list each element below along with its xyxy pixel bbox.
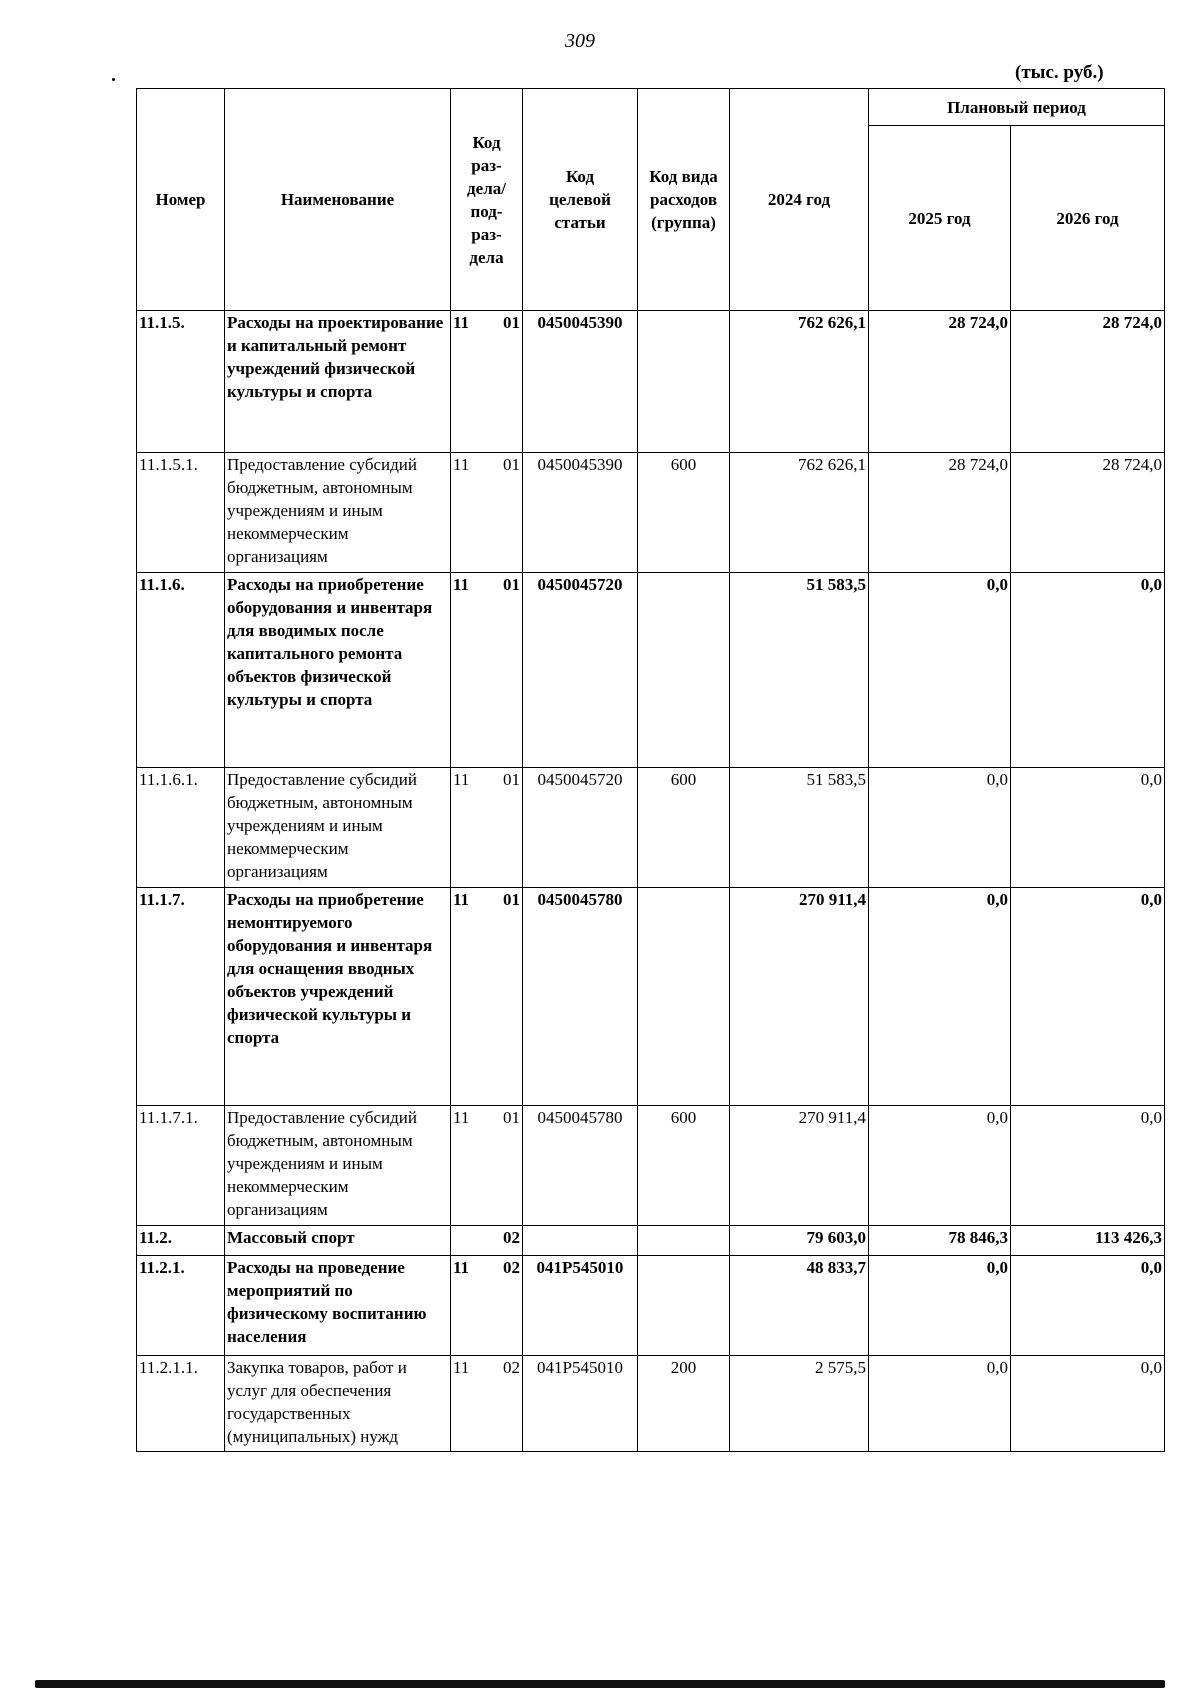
row-subsection-code: 01 — [503, 770, 520, 789]
row-section-code: 11 — [453, 890, 470, 909]
row-name: Предоставление субсидий бюджетным, автономным учреждениям и иным некоммерческим организациям — [225, 1106, 451, 1226]
row-expense-code: 600 — [638, 1106, 730, 1226]
table-row — [137, 1226, 1165, 1256]
row-subsection-code: 02 — [503, 1358, 520, 1377]
row-name: Расходы на проектирование и капитальный ремонт учреждений физической культуры и спорта — [225, 311, 451, 453]
row-section — [451, 768, 523, 888]
row-section-code: 11 — [453, 313, 470, 332]
row-number: 11.1.7. — [137, 888, 225, 1106]
row-amount-2026: 28 724,0 — [1011, 453, 1165, 573]
header-2026: 2026 год — [1011, 126, 1165, 311]
header-expense-text: Код вида расходов (группа) — [649, 167, 718, 232]
header-number: Номер — [137, 89, 225, 311]
row-expense-code — [638, 311, 730, 453]
row-name: Предоставление субсидий бюджетным, автономным учреждениям и иным некоммерческим организациям — [225, 768, 451, 888]
header-section — [451, 89, 523, 311]
table-row — [137, 1256, 1165, 1356]
row-amount-2024: 79 603,0 — [730, 1226, 869, 1256]
row-section — [451, 1356, 523, 1452]
table-body — [137, 311, 1165, 1452]
row-section — [451, 573, 523, 768]
row-target-code: 0450045390 — [523, 311, 638, 453]
row-section — [451, 1256, 523, 1356]
row-number: 11.1.7.1. — [137, 1106, 225, 1226]
row-amount-2026: 113 426,3 — [1011, 1226, 1165, 1256]
row-target-code: 041P545010 — [523, 1356, 638, 1452]
header-name: Наименование — [225, 89, 451, 311]
row-subsection-code: 01 — [503, 455, 520, 474]
row-expense-code: 600 — [638, 768, 730, 888]
row-amount-2025: 0,0 — [869, 1256, 1011, 1356]
row-amount-2025: 0,0 — [869, 888, 1011, 1106]
row-expense-code — [638, 1226, 730, 1256]
row-amount-2026: 0,0 — [1011, 888, 1165, 1106]
row-amount-2026: 28 724,0 — [1011, 311, 1165, 453]
row-amount-2024: 2 575,5 — [730, 1356, 869, 1452]
header-target-text: Код целевой статьи — [549, 167, 611, 232]
header-2025: 2025 год — [869, 126, 1011, 311]
table-row — [137, 573, 1165, 768]
row-section-code: 11 — [453, 1108, 470, 1127]
row-amount-2024: 51 583,5 — [730, 768, 869, 888]
row-section-code: 11 — [453, 575, 470, 594]
row-amount-2025: 0,0 — [869, 1106, 1011, 1226]
row-subsection-code: 01 — [503, 890, 520, 909]
row-number: 11.1.5. — [137, 311, 225, 453]
row-number: 11.1.6. — [137, 573, 225, 768]
header-row — [137, 89, 1165, 126]
header-expense — [638, 89, 730, 311]
row-amount-2024: 270 911,4 — [730, 888, 869, 1106]
row-amount-2024: 762 626,1 — [730, 311, 869, 453]
row-section — [451, 311, 523, 453]
row-target-code — [523, 1226, 638, 1256]
scan-speck — [112, 78, 115, 81]
row-amount-2025: 0,0 — [869, 768, 1011, 888]
row-target-code: 041P545010 — [523, 1256, 638, 1356]
row-number: 11.1.6.1. — [137, 768, 225, 888]
row-target-code: 0450045720 — [523, 768, 638, 888]
row-section-code: 11 — [453, 770, 470, 789]
row-name: Закупка товаров, работ и услуг для обеспечения государственных (муниципальных) нужд — [225, 1356, 451, 1452]
row-name: Расходы на проведение мероприятий по физическому воспитанию населения — [225, 1256, 451, 1356]
row-expense-code — [638, 1256, 730, 1356]
row-subsection-code: 02 — [503, 1228, 520, 1247]
row-amount-2024: 270 911,4 — [730, 1106, 869, 1226]
header-section-text: Код раз-дела/ под-раз-дела — [467, 132, 506, 267]
row-amount-2026: 0,0 — [1011, 1106, 1165, 1226]
row-number: 11.2.1.1. — [137, 1356, 225, 1452]
row-amount-2025: 78 846,3 — [869, 1226, 1011, 1256]
row-amount-2025: 28 724,0 — [869, 453, 1011, 573]
row-subsection-code: 02 — [503, 1258, 520, 1277]
row-name: Расходы на приобретение оборудования и инвентаря для вводимых после капитального ремонта объектов физической культуры и спорта — [225, 573, 451, 768]
table-row — [137, 1106, 1165, 1226]
scan-bottom-edge — [35, 1680, 1165, 1688]
table-row — [137, 453, 1165, 573]
row-expense-code — [638, 573, 730, 768]
header-target — [523, 89, 638, 311]
row-amount-2024: 762 626,1 — [730, 453, 869, 573]
row-number: 11.2.1. — [137, 1256, 225, 1356]
table-row — [137, 768, 1165, 888]
row-expense-code: 200 — [638, 1356, 730, 1452]
row-number: 11.1.5.1. — [137, 453, 225, 573]
row-name: Расходы на приобретение немонтируемого оборудования и инвентаря для оснащения вводных объектов учреждений физической культуры и спорта — [225, 888, 451, 1106]
table-row — [137, 1356, 1165, 1452]
table-row — [137, 311, 1165, 453]
row-amount-2025: 28 724,0 — [869, 311, 1011, 453]
row-number: 11.2. — [137, 1226, 225, 1256]
units-label: (тыс. руб.) — [1015, 62, 1104, 83]
row-section — [451, 888, 523, 1106]
row-expense-code — [638, 888, 730, 1106]
row-amount-2024: 51 583,5 — [730, 573, 869, 768]
row-section — [451, 1106, 523, 1226]
header-2024: 2024 год — [730, 89, 869, 311]
row-section-code: 11 — [453, 1358, 470, 1377]
row-subsection-code: 01 — [503, 1108, 520, 1127]
row-target-code: 0450045720 — [523, 573, 638, 768]
row-section-code: 11 — [453, 1258, 470, 1277]
row-amount-2025: 0,0 — [869, 1356, 1011, 1452]
row-target-code: 0450045390 — [523, 453, 638, 573]
row-name: Предоставление субсидий бюджетным, автономным учреждениям и иным некоммерческим организациям — [225, 453, 451, 573]
row-amount-2026: 0,0 — [1011, 768, 1165, 888]
budget-table — [136, 88, 1165, 1452]
row-section — [451, 453, 523, 573]
row-amount-2025: 0,0 — [869, 573, 1011, 768]
row-target-code: 0450045780 — [523, 1106, 638, 1226]
row-section-code: 11 — [453, 455, 470, 474]
table-row — [137, 888, 1165, 1106]
row-amount-2026: 0,0 — [1011, 1256, 1165, 1356]
row-target-code: 0450045780 — [523, 888, 638, 1106]
page-number: 309 — [565, 30, 595, 52]
row-section — [451, 1226, 523, 1256]
row-subsection-code: 01 — [503, 313, 520, 332]
row-amount-2024: 48 833,7 — [730, 1256, 869, 1356]
row-expense-code: 600 — [638, 453, 730, 573]
row-subsection-code: 01 — [503, 575, 520, 594]
row-amount-2026: 0,0 — [1011, 1356, 1165, 1452]
row-amount-2026: 0,0 — [1011, 573, 1165, 768]
header-planned-period: Плановый период — [869, 89, 1165, 126]
row-name: Массовый спорт — [225, 1226, 451, 1256]
